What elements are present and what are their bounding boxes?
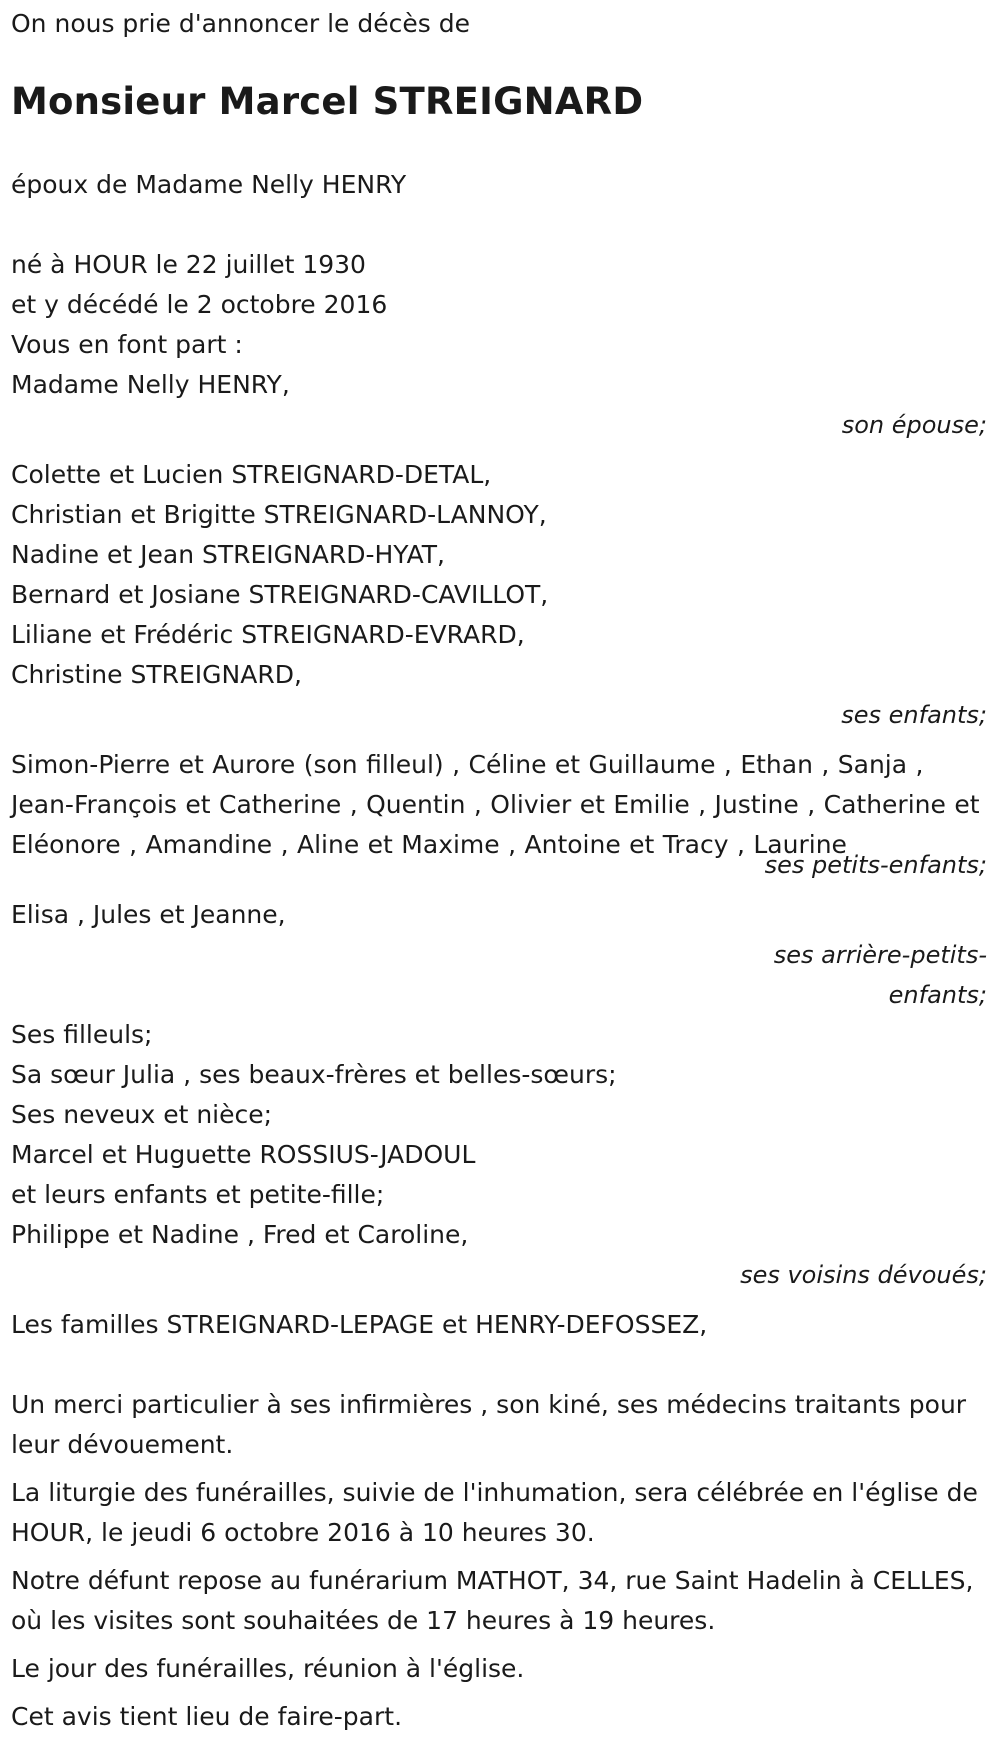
child-entry: Christine STREIGNARD, <box>11 660 302 689</box>
grandchildren-block <box>11 745 987 885</box>
grandchildren-names: Simon-Pierre et Aurore (son filleul) , Céline et Guillaume , Ethan , Sanja , Jean-François et Catherine , Quentin , Olivier et Emilie , Justine , Catherine et Eléonore , Amandine , Aline et Maxime , Antoine et Tracy , Laurine <box>11 750 980 859</box>
relative-entry: Sa sœur Julia , ses beaux-frères et belles-sœurs; <box>11 1060 617 1089</box>
thanks-paragraph: Un merci particulier à ses infirmières , son kiné, ses médecins traitants pour leur dévouement. <box>11 1390 967 1459</box>
child-entry: Christian et Brigitte STREIGNARD-LANNOY, <box>11 500 547 529</box>
relative-entry: Philippe et Nadine , Fred et Caroline, <box>11 1220 469 1249</box>
announcers-intro: Vous en font part : <box>11 330 243 359</box>
grandchildren-role: ses petits-enfants; <box>764 851 987 879</box>
notice-paragraph: Cet avis tient lieu de faire-part. <box>11 1702 403 1731</box>
relative-entry: Ses filleuls; <box>11 1020 153 1049</box>
children-list <box>11 455 987 695</box>
spouse-line: époux de Madame Nelly HENRY <box>11 170 407 199</box>
child-entry: Colette et Lucien STREIGNARD-DETAL, <box>11 460 492 489</box>
deceased-name: Monsieur Marcel STREIGNARD <box>11 80 644 123</box>
meeting-paragraph: Le jour des funérailles, réunion à l'église. <box>11 1654 525 1683</box>
child-entry: Nadine et Jean STREIGNARD-HYAT, <box>11 540 446 569</box>
relative-entry: Marcel et Huguette ROSSIUS-JADOUL <box>11 1140 476 1169</box>
other-relatives <box>11 1015 987 1255</box>
funeral-paragraph: La liturgie des funérailles, suivie de l'inhumation, sera célébrée en l'église de HOUR, le jeudi 6 octobre 2016 à 10 heures 30. <box>11 1478 978 1547</box>
great-grandchildren-names: Elisa , Jules et Jeanne, <box>11 900 286 929</box>
rest-paragraph: Notre défunt repose au funérarium MATHOT, 34, rue Saint Hadelin à CELLES, où les visites sont souhaitées de 17 heures à 19 heures. <box>11 1566 974 1635</box>
intro-text: On nous prie d'annoncer le décès de <box>11 9 470 38</box>
birth-line: né à HOUR le 22 juillet 1930 <box>11 250 366 279</box>
child-entry: Bernard et Josiane STREIGNARD-CAVILLOT, <box>11 580 549 609</box>
relative-entry: et leurs enfants et petite-fille; <box>11 1180 385 1209</box>
great-grandchildren-role: ses arrière-petits-enfants; <box>773 941 987 1009</box>
children-role: ses enfants; <box>841 701 987 729</box>
death-line: et y décédé le 2 octobre 2016 <box>11 290 388 319</box>
child-entry: Liliane et Frédéric STREIGNARD-EVRARD, <box>11 620 525 649</box>
families-line: Les familles STREIGNARD-LEPAGE et HENRY-DEFOSSEZ, <box>11 1310 708 1339</box>
spouse-name: Madame Nelly HENRY, <box>11 370 290 399</box>
neighbors-role: ses voisins dévoués; <box>740 1261 987 1289</box>
great-grandchildren-block <box>11 895 987 1015</box>
death-notice <box>11 0 987 1737</box>
relative-entry: Ses neveux et nièce; <box>11 1100 273 1129</box>
spouse-role: son épouse; <box>841 411 987 439</box>
